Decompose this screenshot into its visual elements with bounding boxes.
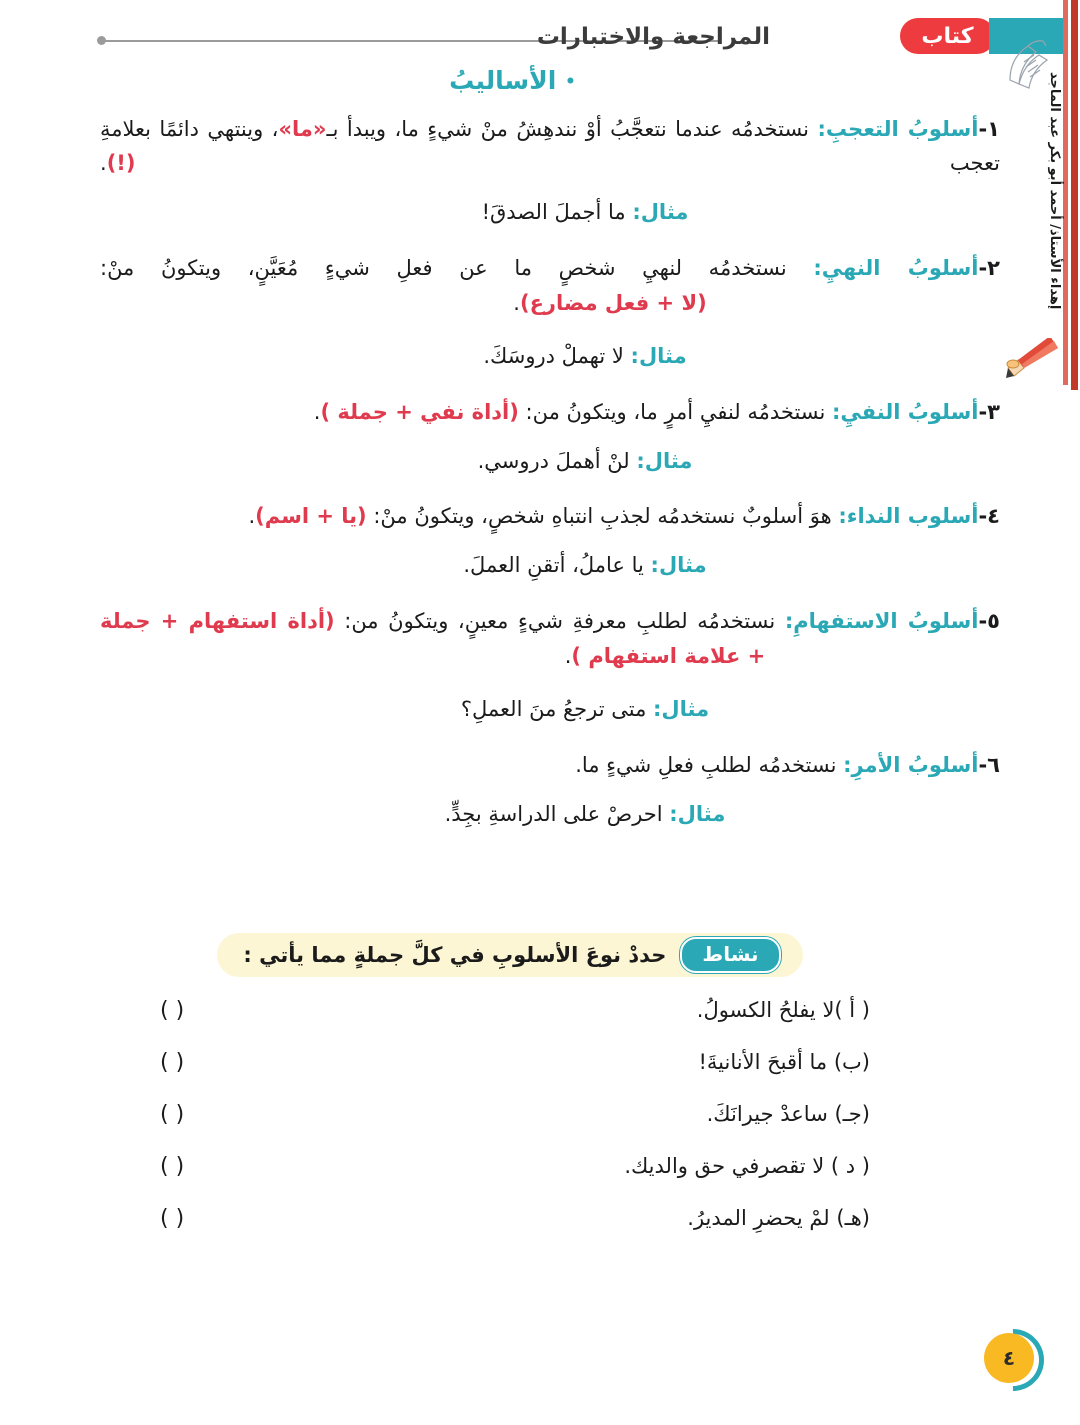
- rule-5-example: [100, 693, 1000, 726]
- rule-5-number: ٥-: [978, 608, 1000, 633]
- rule-3-example: [100, 445, 1000, 478]
- rule-3-paragraph: [100, 395, 1000, 429]
- rule-5-body-a: نستخدمُه لطلبِ معرفةِ شيءٍ معينٍ، ويتكونُ من:: [334, 608, 785, 633]
- title-bullet-icon: •: [565, 72, 576, 92]
- rule-5-formula-line2: [100, 640, 1000, 673]
- question-row: [0, 1154, 1020, 1206]
- rule-3-heading: أسلوبُ النفيِ:: [832, 399, 979, 424]
- header-title: المراجعة والاختبارات: [536, 24, 770, 50]
- rule-item-5: [100, 604, 1000, 726]
- rule-3-formula: (أداة نفي + جملة ): [320, 399, 519, 424]
- rule-1-body-b: ، وينتهي دائمًا بعلامةِ تعجب: [100, 117, 1000, 176]
- rule-3-example-text: لنْ أهملَ دروسي.: [477, 448, 637, 473]
- activity-banner: [217, 933, 802, 977]
- rule-6-heading: أسلوبُ الأمرِ:: [843, 752, 979, 777]
- rule-item-6: [100, 748, 1000, 831]
- rule-1-body-a: نستخدمُه عندما نتعجَّبُ أوْ نندهِشُ منْ شيءٍ ما، ويبدأ بـ: [326, 117, 818, 141]
- rule-6-example: [100, 798, 1000, 831]
- activity-section: [0, 933, 1080, 977]
- rule-6-number: ٦-: [978, 752, 1000, 777]
- rule-4-formula-tail: .: [248, 504, 256, 529]
- activity-instruction: حددْ نوعَ الأسلوبِ في كلَّ جملةٍ مما يأتي :: [243, 943, 667, 967]
- answer-blank[interactable]: ( ): [160, 1050, 185, 1075]
- rule-item-2: [100, 251, 1000, 373]
- rule-1-example-label: مثال:: [632, 200, 689, 225]
- rule-6-body-a: نستخدمُه لطلبِ فعلِ شيءٍ ما.: [575, 752, 844, 777]
- question-list: [0, 998, 1080, 1258]
- rule-5-formula: (أداة استفهام + جملة: [100, 608, 335, 633]
- page-header: [0, 0, 1080, 62]
- rule-2-formula: (لا + فعل مضارع): [519, 290, 707, 315]
- question-text: ( د ) لا تقصرفي حق والديك.: [624, 1154, 870, 1178]
- answer-blank[interactable]: ( ): [160, 1206, 185, 1231]
- question-row: [0, 1102, 1020, 1154]
- question-row: [0, 1206, 1020, 1258]
- rule-5-example-label: مثال:: [653, 697, 710, 722]
- question-row: [0, 1050, 1020, 1102]
- page-number-value: ٤: [984, 1333, 1034, 1383]
- rule-6-example-label: مثال:: [669, 801, 726, 826]
- spine-bar-outer: [1071, 0, 1078, 390]
- question-text: (جـ) ساعدْ جيرانَكَ.: [706, 1102, 870, 1126]
- rule-1-example: [100, 196, 1000, 229]
- rule-item-3: [100, 395, 1000, 478]
- question-text: (ب) ما أقبحَ الأنانيةَ!: [698, 1050, 870, 1074]
- rule-4-example: [100, 549, 1000, 582]
- rule-5-formula-tail: .: [564, 643, 572, 668]
- rule-1-highlight-ma: «ما»: [278, 117, 327, 141]
- lesson-content: [100, 112, 1000, 832]
- rule-4-example-label: مثال:: [650, 553, 707, 578]
- rule-3-example-label: مثال:: [636, 448, 693, 473]
- rule-4-body-a: هوَ أسلوبٌ نستخدمُه لجذبِ انتباهِ شخصٍ، ويتكونُ منْ:: [366, 504, 839, 529]
- rule-5-example-text: متى ترجعُ منَ العملِ؟: [460, 697, 654, 722]
- answer-blank[interactable]: ( ): [160, 1154, 185, 1179]
- rule-3-formula-tail: .: [313, 399, 321, 424]
- rule-item-1: [100, 112, 1000, 229]
- header-book-badge: كتاب: [900, 18, 995, 54]
- activity-badge: نشاط: [680, 937, 780, 973]
- rule-2-example-text: لا تهملْ دروسَكَ.: [483, 344, 631, 369]
- question-text: ( أ )لا يفلحُ الكسولُ.: [696, 998, 870, 1022]
- rule-5-formula-continued: + علامة استفهام ): [571, 643, 766, 668]
- rule-3-body-a: نستخدمُه لنفيِ أمرٍ ما، ويتكونُ من:: [518, 399, 833, 424]
- rule-1-highlight-mark: (!): [106, 151, 136, 176]
- spine-credit-text: إهداء الأستاذ/ أحمد أبو بكر عبد الماجد: [1047, 72, 1062, 310]
- rule-4-example-text: يا عاملُ، أتقنِ العملَ.: [463, 553, 651, 578]
- rule-6-paragraph: [100, 748, 1000, 782]
- rule-2-example: [100, 340, 1000, 373]
- pencil-icon: [1000, 338, 1062, 390]
- rule-2-body-a: نستخدمُه لنهيِ شخصٍ ما عن فعلِ شيءٍ مُعَيَّنٍ، ويتكونُ منْ:: [100, 255, 814, 280]
- rule-2-heading: أسلوبُ النهيِ:: [813, 255, 979, 280]
- rule-5-heading: أسلوبُ الاستفهامِ:: [784, 608, 979, 633]
- rule-4-heading: أسلوب النداء:: [838, 504, 979, 529]
- page-title-text: الأساليبُ: [449, 66, 557, 95]
- rule-2-number: ٢-: [978, 255, 1000, 280]
- rule-2-formula-tail: .: [513, 290, 520, 315]
- rule-2-example-label: مثال:: [630, 344, 687, 369]
- rule-4-paragraph: [100, 499, 1000, 533]
- rule-5-paragraph: [100, 604, 1000, 638]
- rule-item-4: [100, 499, 1000, 582]
- rule-1-number: ١-: [978, 117, 1000, 141]
- page-number-badge: [982, 1329, 1044, 1391]
- answer-blank[interactable]: ( ): [160, 998, 185, 1023]
- rule-4-number: ٤-: [978, 504, 1000, 529]
- answer-blank[interactable]: ( ): [160, 1102, 185, 1127]
- header-divider-dot: [97, 36, 106, 45]
- question-row: [0, 998, 1020, 1050]
- spine-bar-inner: [1063, 0, 1068, 385]
- rule-2-formula-line: [100, 287, 1000, 320]
- rule-1-heading: أسلوبُ التعجبِ:: [817, 117, 979, 141]
- rule-3-number: ٣-: [978, 399, 1000, 424]
- rule-6-example-text: احرصْ على الدراسةِ بجِدٍّ.: [444, 801, 670, 826]
- rule-2-paragraph: [100, 251, 1000, 285]
- question-text: (هـ) لمْ يحضرِ المديرُ.: [687, 1206, 870, 1230]
- page-title: [0, 66, 1080, 95]
- rule-4-formula: (يا + اسم): [255, 504, 367, 529]
- rule-1-example-text: ما أجملَ الصدقَ!: [481, 200, 633, 225]
- rule-1-body-c: .: [100, 151, 107, 176]
- rule-1-paragraph: [100, 112, 1000, 180]
